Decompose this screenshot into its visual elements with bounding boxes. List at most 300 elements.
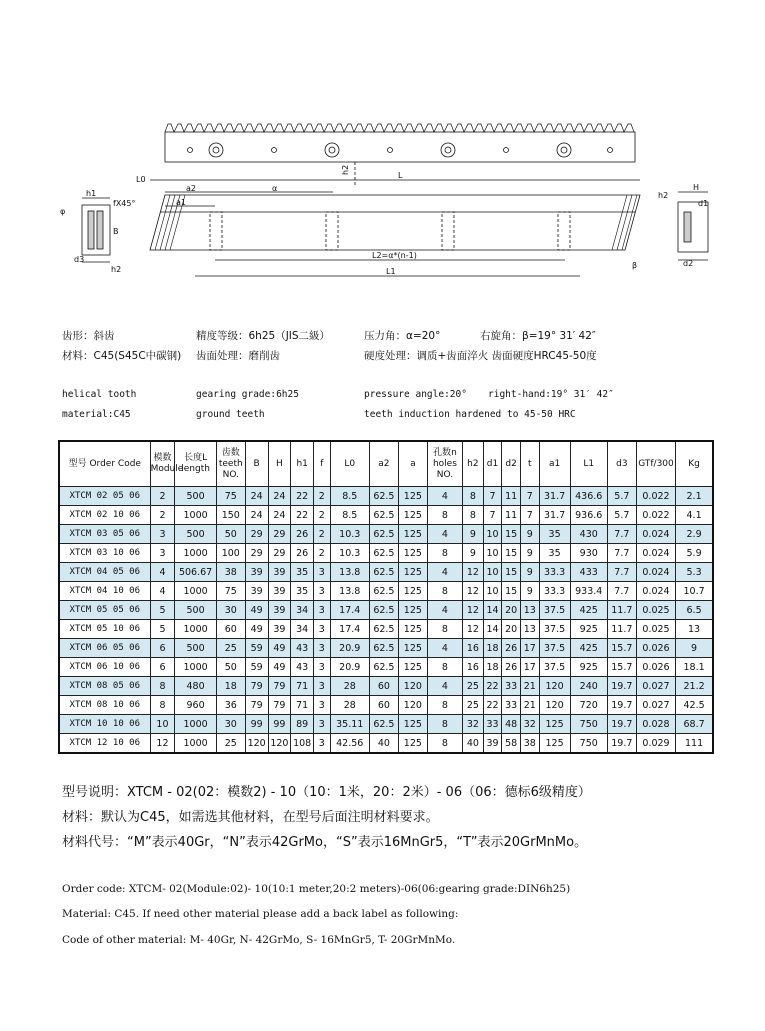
column-header: 型号 Order Code bbox=[59, 441, 150, 487]
spec-grade-en: gearing grade:6h25 bbox=[196, 389, 299, 400]
table-cell: 4 bbox=[427, 563, 462, 582]
table-header-row bbox=[59, 441, 713, 487]
table-row bbox=[59, 658, 713, 677]
dim-label-L0: L0 bbox=[136, 175, 146, 184]
table-cell: 3 bbox=[314, 582, 331, 601]
table-cell: 960 bbox=[175, 696, 216, 715]
note-en-material-code: Code of other material: M- 40Gr, N- 42GrMo, S- 16MnGr5, T- 20GrMnMo. bbox=[62, 934, 456, 946]
table-cell: 99 bbox=[245, 715, 268, 734]
table-cell: 0.029 bbox=[636, 734, 675, 754]
spec-helix-en: right-hand:19° 31′ 42″ bbox=[488, 389, 614, 400]
spec-hardness-cn: 硬度处理：调质+齿面淬火 齿面硬度HRC45-50度 bbox=[364, 350, 597, 362]
column-header: d3 bbox=[607, 441, 636, 487]
table-cell: 10 bbox=[150, 715, 175, 734]
table-cell: 26 bbox=[502, 639, 521, 658]
table-cell: 3 bbox=[150, 544, 175, 563]
dim-label-L: L bbox=[398, 171, 403, 180]
table-cell: 125 bbox=[398, 525, 427, 544]
table-cell: 22 bbox=[483, 677, 502, 696]
column-header: h1 bbox=[291, 441, 314, 487]
table-cell: 5.7 bbox=[607, 506, 636, 525]
table-cell: 62.5 bbox=[369, 525, 398, 544]
table-cell: 25 bbox=[216, 734, 245, 754]
table-cell: 30 bbox=[216, 601, 245, 620]
spec-material-cn: 材料：C45(S45C中碳钢) bbox=[62, 350, 182, 362]
column-header: h2 bbox=[463, 441, 484, 487]
table-cell: 2.9 bbox=[676, 525, 713, 544]
table-cell: 33.3 bbox=[539, 582, 570, 601]
table-cell: 16 bbox=[463, 658, 484, 677]
table-cell: 125 bbox=[398, 658, 427, 677]
table-cell: 2 bbox=[150, 506, 175, 525]
table-cell: 62.5 bbox=[369, 487, 398, 506]
table-cell: 17 bbox=[520, 658, 539, 677]
table-cell: 8 bbox=[427, 620, 462, 639]
column-header: 模数 Module bbox=[150, 441, 175, 487]
note-cn-material-code: 材料代号：“M”表示40Gr，“N”表示42GrMo，“S”表示16MnGr5，“T”表示20GrMnMo。 bbox=[62, 835, 588, 850]
table-cell: 0.027 bbox=[636, 677, 675, 696]
table-cell: 5 bbox=[150, 620, 175, 639]
table-cell: 1000 bbox=[175, 734, 216, 754]
table-cell: 120 bbox=[268, 734, 291, 754]
table-cell: 38 bbox=[520, 734, 539, 754]
table-cell: 10.7 bbox=[676, 582, 713, 601]
spec-surface-en: ground teeth bbox=[196, 409, 265, 420]
table-cell: 8.5 bbox=[330, 506, 369, 525]
table-cell: 12 bbox=[463, 601, 484, 620]
table-cell: 34 bbox=[291, 601, 314, 620]
order-code-cell: XTCM 03 05 06 bbox=[59, 525, 150, 544]
table-cell: 125 bbox=[398, 734, 427, 754]
table-cell: 49 bbox=[268, 658, 291, 677]
table-row bbox=[59, 677, 713, 696]
order-code-cell: XTCM 12 10 06 bbox=[59, 734, 150, 754]
table-cell: 4.1 bbox=[676, 506, 713, 525]
table-cell: 49 bbox=[245, 620, 268, 639]
table-cell: 17.4 bbox=[330, 601, 369, 620]
table-cell: 75 bbox=[216, 582, 245, 601]
dim-label-alpha: α bbox=[272, 184, 278, 193]
table-cell: 32 bbox=[520, 715, 539, 734]
order-code-cell: XTCM 08 10 06 bbox=[59, 696, 150, 715]
table-cell: 39 bbox=[483, 734, 502, 754]
table-cell: 480 bbox=[175, 677, 216, 696]
table-cell: 11.7 bbox=[607, 620, 636, 639]
order-code-cell: XTCM 04 10 06 bbox=[59, 582, 150, 601]
table-cell: 108 bbox=[291, 734, 314, 754]
table-cell: 2 bbox=[314, 487, 331, 506]
table-cell: 8 bbox=[427, 506, 462, 525]
table-cell: 1000 bbox=[175, 658, 216, 677]
table-cell: 17 bbox=[520, 639, 539, 658]
table-cell: 4 bbox=[427, 677, 462, 696]
table-cell: 9 bbox=[676, 639, 713, 658]
table-cell: 68.7 bbox=[676, 715, 713, 734]
note-cn-material: 材料：默认为C45，如需选其他材料，在型号后面注明材料要求。 bbox=[62, 810, 439, 825]
table-row bbox=[59, 696, 713, 715]
table-cell: 10 bbox=[483, 544, 502, 563]
table-row bbox=[59, 487, 713, 506]
table-cell: 925 bbox=[570, 620, 607, 639]
table-cell: 15 bbox=[502, 525, 521, 544]
table-cell: 25 bbox=[463, 696, 484, 715]
table-cell: 15 bbox=[502, 544, 521, 563]
table-cell: 12 bbox=[150, 734, 175, 754]
table-cell: 5.9 bbox=[676, 544, 713, 563]
table-cell: 500 bbox=[175, 525, 216, 544]
gear-rack-drawing bbox=[0, 0, 765, 300]
table-cell: 30 bbox=[216, 715, 245, 734]
table-cell: 6 bbox=[150, 639, 175, 658]
table-cell: 21.2 bbox=[676, 677, 713, 696]
table-cell: 3 bbox=[314, 677, 331, 696]
table-cell: 29 bbox=[268, 525, 291, 544]
table-cell: 14 bbox=[483, 601, 502, 620]
table-cell: 930 bbox=[570, 544, 607, 563]
table-cell: 24 bbox=[245, 487, 268, 506]
table-cell: 125 bbox=[398, 639, 427, 658]
table-cell: 40 bbox=[463, 734, 484, 754]
table-cell: 19.7 bbox=[607, 715, 636, 734]
table-row bbox=[59, 620, 713, 639]
dim-label-fx45: fX45° bbox=[113, 199, 136, 208]
table-cell: 22 bbox=[483, 696, 502, 715]
table-cell: 43 bbox=[291, 639, 314, 658]
table-cell: 33 bbox=[502, 696, 521, 715]
table-cell: 32 bbox=[463, 715, 484, 734]
mounting-holes bbox=[188, 143, 613, 157]
table-cell: 125 bbox=[398, 506, 427, 525]
table-cell: 3 bbox=[314, 601, 331, 620]
table-cell: 3 bbox=[314, 715, 331, 734]
table-cell: 433 bbox=[570, 563, 607, 582]
table-row bbox=[59, 582, 713, 601]
table-cell: 120 bbox=[398, 696, 427, 715]
table-cell: 99 bbox=[268, 715, 291, 734]
table-cell: 29 bbox=[245, 544, 268, 563]
table-body bbox=[59, 487, 713, 754]
table-cell: 20 bbox=[502, 601, 521, 620]
table-cell: 11 bbox=[502, 506, 521, 525]
table-cell: 15.7 bbox=[607, 658, 636, 677]
table-cell: 18 bbox=[216, 677, 245, 696]
table-cell: 9 bbox=[463, 544, 484, 563]
table-cell: 1000 bbox=[175, 715, 216, 734]
order-code-cell: XTCM 03 10 06 bbox=[59, 544, 150, 563]
table-cell: 6 bbox=[150, 658, 175, 677]
table-cell: 8.5 bbox=[330, 487, 369, 506]
table-cell: 4 bbox=[150, 582, 175, 601]
right-section-view bbox=[658, 183, 708, 268]
table-cell: 8 bbox=[427, 734, 462, 754]
table-cell: 150 bbox=[216, 506, 245, 525]
column-header: f bbox=[314, 441, 331, 487]
column-header: H bbox=[268, 441, 291, 487]
table-cell: 39 bbox=[268, 601, 291, 620]
table-cell: 21 bbox=[520, 696, 539, 715]
table-cell: 125 bbox=[539, 715, 570, 734]
table-cell: 33 bbox=[483, 715, 502, 734]
table-cell: 14 bbox=[483, 620, 502, 639]
table-cell: 79 bbox=[268, 696, 291, 715]
table-cell: 79 bbox=[245, 696, 268, 715]
table-cell: 12 bbox=[463, 563, 484, 582]
table-cell: 0.022 bbox=[636, 506, 675, 525]
table-cell: 31.7 bbox=[539, 487, 570, 506]
column-header: d1 bbox=[483, 441, 502, 487]
table-cell: 125 bbox=[398, 563, 427, 582]
column-header: 齿数 teeth NO. bbox=[216, 441, 245, 487]
table-cell: 3 bbox=[314, 658, 331, 677]
table-cell: 50 bbox=[216, 658, 245, 677]
table-cell: 936.6 bbox=[570, 506, 607, 525]
table-cell: 21 bbox=[520, 677, 539, 696]
table-cell: 425 bbox=[570, 639, 607, 658]
table-cell: 35 bbox=[539, 525, 570, 544]
spec-pressure-en: pressure angle:20° bbox=[364, 389, 467, 400]
dim-label-h2-right: h2 bbox=[658, 191, 669, 200]
dim-label-beta: β bbox=[632, 261, 638, 270]
table-cell: 7 bbox=[483, 506, 502, 525]
table-cell: 3 bbox=[314, 620, 331, 639]
table-row bbox=[59, 734, 713, 754]
table-cell: 62.5 bbox=[369, 715, 398, 734]
table-cell: 62.5 bbox=[369, 601, 398, 620]
table-cell: 13 bbox=[520, 601, 539, 620]
table-cell: 15 bbox=[502, 582, 521, 601]
table-cell: 26 bbox=[291, 525, 314, 544]
table-cell: 24 bbox=[268, 506, 291, 525]
table-cell: 34 bbox=[291, 620, 314, 639]
table-cell: 120 bbox=[539, 696, 570, 715]
table-row bbox=[59, 506, 713, 525]
table-cell: 48 bbox=[502, 715, 521, 734]
table-cell: 24 bbox=[268, 487, 291, 506]
table-cell: 15 bbox=[502, 563, 521, 582]
table-cell: 35.11 bbox=[330, 715, 369, 734]
dim-label-d3: d3 bbox=[74, 255, 85, 264]
dim-label-h2-left: h2 bbox=[111, 265, 122, 274]
table-cell: 9 bbox=[520, 525, 539, 544]
table-cell: 22 bbox=[291, 506, 314, 525]
column-header: t bbox=[520, 441, 539, 487]
table-cell: 19.7 bbox=[607, 696, 636, 715]
table-cell: 7.7 bbox=[607, 525, 636, 544]
table-cell: 9 bbox=[520, 563, 539, 582]
table-cell: 120 bbox=[245, 734, 268, 754]
table-cell: 8 bbox=[427, 715, 462, 734]
table-cell: 39 bbox=[268, 620, 291, 639]
table-cell: 4 bbox=[427, 639, 462, 658]
table-row bbox=[59, 601, 713, 620]
table-cell: 42.56 bbox=[330, 734, 369, 754]
table-cell: 58 bbox=[502, 734, 521, 754]
table-cell: 7 bbox=[483, 487, 502, 506]
column-header: a2 bbox=[369, 441, 398, 487]
table-cell: 71 bbox=[291, 696, 314, 715]
table-cell: 10 bbox=[483, 563, 502, 582]
column-header: B bbox=[245, 441, 268, 487]
table-cell: 2 bbox=[150, 487, 175, 506]
table-cell: 7 bbox=[520, 506, 539, 525]
spec-pressure-cn: 压力角：α=20° bbox=[364, 330, 441, 342]
table-cell: 79 bbox=[245, 677, 268, 696]
table-cell: 22 bbox=[291, 487, 314, 506]
table-cell: 506.67 bbox=[175, 563, 216, 582]
table-cell: 43 bbox=[291, 658, 314, 677]
table-row bbox=[59, 563, 713, 582]
table-cell: 79 bbox=[268, 677, 291, 696]
rack-side-view bbox=[136, 171, 640, 276]
table-cell: 18.1 bbox=[676, 658, 713, 677]
table-cell: 11 bbox=[502, 487, 521, 506]
table-cell: 750 bbox=[570, 734, 607, 754]
table-cell: 33 bbox=[502, 677, 521, 696]
note-en-order-code: Order code: XTCM- 02(Module:02)- 10(10:1 meter,20:2 meters)-06(06:gearing grade:DIN6h25) bbox=[62, 883, 571, 895]
column-header: a1 bbox=[539, 441, 570, 487]
dim-label-d1: d1 bbox=[698, 199, 709, 208]
table-cell: 750 bbox=[570, 715, 607, 734]
table-cell: 35 bbox=[539, 544, 570, 563]
spec-table bbox=[58, 440, 714, 754]
table-cell: 125 bbox=[398, 487, 427, 506]
order-code-cell: XTCM 02 10 06 bbox=[59, 506, 150, 525]
table-cell: 25 bbox=[463, 677, 484, 696]
table-cell: 7.7 bbox=[607, 544, 636, 563]
table-cell: 8 bbox=[463, 506, 484, 525]
table-cell: 10 bbox=[483, 582, 502, 601]
table-cell: 3 bbox=[314, 696, 331, 715]
table-cell: 38 bbox=[216, 563, 245, 582]
table-cell: 0.025 bbox=[636, 601, 675, 620]
table-cell: 12 bbox=[463, 620, 484, 639]
table-cell: 720 bbox=[570, 696, 607, 715]
column-header: a bbox=[398, 441, 427, 487]
table-cell: 40 bbox=[369, 734, 398, 754]
table-cell: 62.5 bbox=[369, 506, 398, 525]
table-cell: 75 bbox=[216, 487, 245, 506]
table-cell: 13.8 bbox=[330, 582, 369, 601]
table-cell: 436.6 bbox=[570, 487, 607, 506]
table-cell: 925 bbox=[570, 658, 607, 677]
table-cell: 9 bbox=[520, 582, 539, 601]
note-cn-order-code: 型号说明：XTCM - 02(02：模数2) - 10（10：1米，20：2米）- 06（06：德标6级精度） bbox=[62, 785, 591, 800]
table-cell: 28 bbox=[330, 696, 369, 715]
table-cell: 0.024 bbox=[636, 544, 675, 563]
table-cell: 60 bbox=[369, 677, 398, 696]
table-row bbox=[59, 544, 713, 563]
table-cell: 1000 bbox=[175, 620, 216, 639]
left-section-view bbox=[60, 189, 135, 274]
table-cell: 26 bbox=[291, 544, 314, 563]
table-cell: 50 bbox=[216, 525, 245, 544]
table-cell: 2 bbox=[314, 506, 331, 525]
table-cell: 17.4 bbox=[330, 620, 369, 639]
table-cell: 35 bbox=[291, 582, 314, 601]
dim-label-H: H bbox=[693, 183, 700, 192]
table-cell: 37.5 bbox=[539, 620, 570, 639]
spec-hardness-en: teeth induction hardened to 45-50 HRC bbox=[364, 409, 576, 420]
dim-label-phi: φ bbox=[60, 207, 66, 216]
column-header: 长度L length bbox=[175, 441, 216, 487]
table-cell: 1000 bbox=[175, 582, 216, 601]
table-cell: 62.5 bbox=[369, 620, 398, 639]
table-cell: 7 bbox=[520, 487, 539, 506]
table-cell: 36 bbox=[216, 696, 245, 715]
table-cell: 7.7 bbox=[607, 582, 636, 601]
table-cell: 0.028 bbox=[636, 715, 675, 734]
order-code-cell: XTCM 04 05 06 bbox=[59, 563, 150, 582]
table-cell: 8 bbox=[150, 696, 175, 715]
spec-helix-cn: 右旋角：β=19° 31′ 42″ bbox=[480, 330, 596, 342]
table-cell: 42.5 bbox=[676, 696, 713, 715]
table-cell: 125 bbox=[398, 715, 427, 734]
table-cell: 0.024 bbox=[636, 582, 675, 601]
table-cell: 6.5 bbox=[676, 601, 713, 620]
column-header: L0 bbox=[330, 441, 369, 487]
table-cell: 37.5 bbox=[539, 658, 570, 677]
table-cell: 8 bbox=[427, 582, 462, 601]
table-cell: 5.3 bbox=[676, 563, 713, 582]
table-row bbox=[59, 639, 713, 658]
table-cell: 71 bbox=[291, 677, 314, 696]
table-cell: 120 bbox=[398, 677, 427, 696]
table-cell: 5 bbox=[150, 601, 175, 620]
table-cell: 100 bbox=[216, 544, 245, 563]
table-cell: 500 bbox=[175, 487, 216, 506]
column-header: d2 bbox=[502, 441, 521, 487]
table-cell: 13 bbox=[520, 620, 539, 639]
table-cell: 4 bbox=[427, 601, 462, 620]
dim-label-B: B bbox=[113, 227, 119, 236]
table-cell: 0.026 bbox=[636, 658, 675, 677]
dim-label-d2: d2 bbox=[683, 259, 694, 268]
table-cell: 60 bbox=[216, 620, 245, 639]
table-cell: 3 bbox=[150, 525, 175, 544]
table-row bbox=[59, 715, 713, 734]
table-cell: 29 bbox=[268, 544, 291, 563]
table-cell: 0.024 bbox=[636, 525, 675, 544]
table-cell: 18 bbox=[483, 639, 502, 658]
table-cell: 60 bbox=[369, 696, 398, 715]
table-cell: 125 bbox=[539, 734, 570, 754]
order-code-cell: XTCM 08 05 06 bbox=[59, 677, 150, 696]
table-cell: 39 bbox=[268, 563, 291, 582]
note-en-material: Material: C45. If need other material please add a back label as following: bbox=[62, 908, 459, 920]
table-cell: 62.5 bbox=[369, 563, 398, 582]
table-cell: 111 bbox=[676, 734, 713, 754]
table-cell: 430 bbox=[570, 525, 607, 544]
spec-grade-cn: 精度等级：6h25（JIS二級） bbox=[196, 330, 331, 342]
table-cell: 3 bbox=[314, 563, 331, 582]
table-cell: 13.8 bbox=[330, 563, 369, 582]
table-cell: 125 bbox=[398, 601, 427, 620]
table-cell: 19.7 bbox=[607, 677, 636, 696]
table-cell: 89 bbox=[291, 715, 314, 734]
table-cell: 19.7 bbox=[607, 734, 636, 754]
spec-material-en: material:C45 bbox=[62, 409, 131, 420]
table-cell: 2.1 bbox=[676, 487, 713, 506]
table-cell: 240 bbox=[570, 677, 607, 696]
table-cell: 0.027 bbox=[636, 696, 675, 715]
table-cell: 10.3 bbox=[330, 544, 369, 563]
table-cell: 500 bbox=[175, 601, 216, 620]
dim-label-L1: L1 bbox=[386, 267, 396, 276]
dim-label-a2: a2 bbox=[186, 184, 196, 193]
table-cell: 28 bbox=[330, 677, 369, 696]
order-code-cell: XTCM 10 10 06 bbox=[59, 715, 150, 734]
table-cell: 2 bbox=[314, 544, 331, 563]
